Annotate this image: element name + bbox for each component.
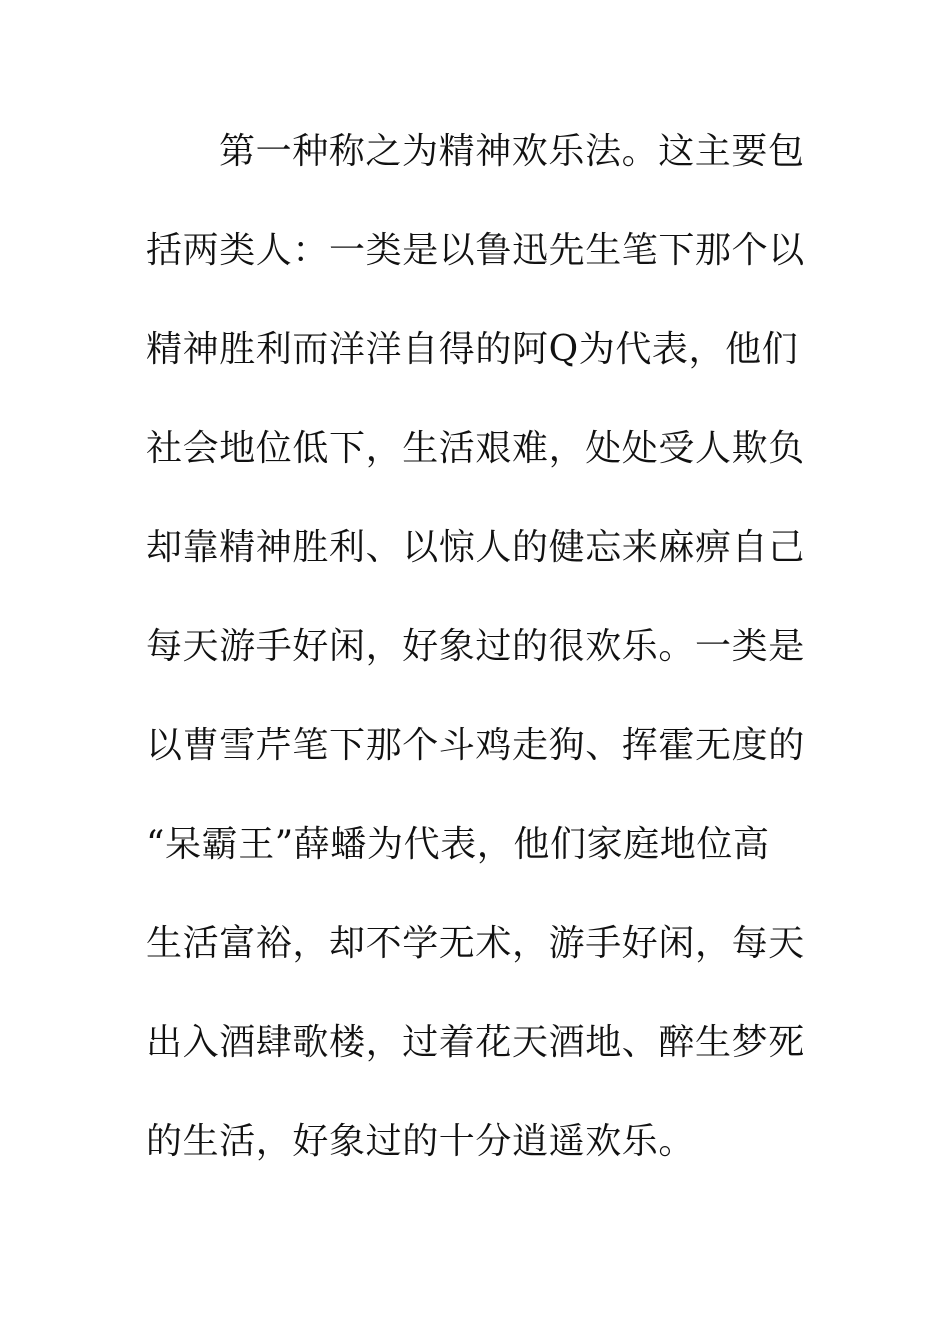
text-line-4: 社会地位低下，生活艰难，处处受人欺负 — [146, 428, 805, 469]
text-line-3: 精神胜利而洋洋自得的阿Q为代表，他们 — [146, 329, 799, 370]
text-line-11: 的生活，好象过的十分逍遥欢乐。 — [146, 1121, 696, 1162]
text-line-8: “呆霸王”薛蟠为代表，他们家庭地位高 — [146, 824, 770, 865]
body-paragraph — [146, 122, 816, 1211]
text-line-9: 生活富裕，却不学无术，游手好闲，每天 — [146, 923, 805, 964]
text-line-5: 却靠精神胜利、以惊人的健忘来麻痹自己 — [146, 527, 805, 568]
text-line-7: 以曹雪芹笔下那个斗鸡走狗、挥霍无度的 — [146, 725, 805, 766]
text-line-1: 第一种称之为精神欢乐法。这主要包 — [219, 131, 805, 172]
text-line-10: 出入酒肆歌楼，过着花天酒地、醉生梦死 — [146, 1022, 805, 1063]
text-line-6: 每天游手好闲，好象过的很欢乐。一类是 — [146, 626, 805, 667]
text-line-2: 括两类人：一类是以鲁迅先生笔下那个以 — [146, 230, 805, 271]
